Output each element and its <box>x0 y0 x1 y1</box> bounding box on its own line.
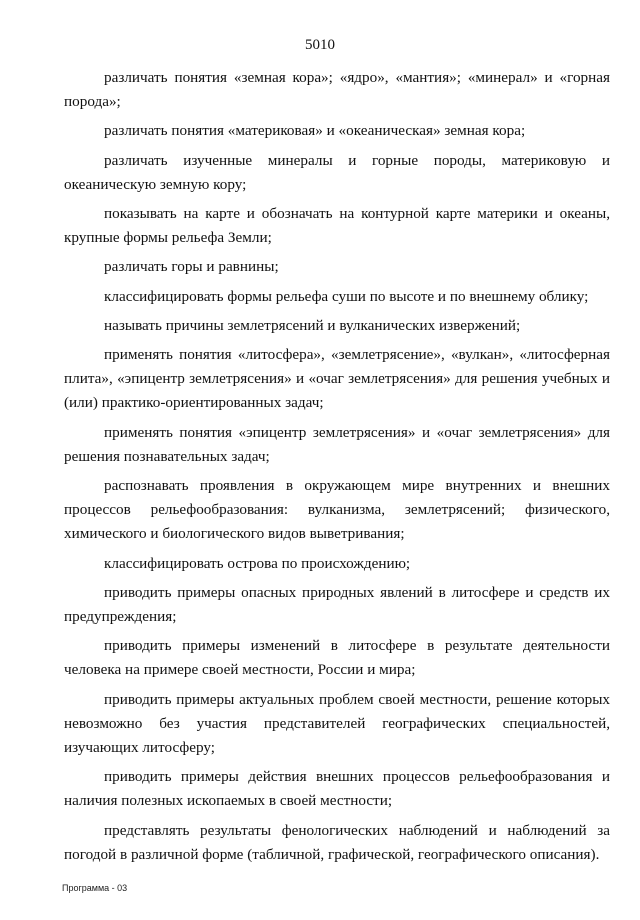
paragraph: различать понятия «земная кора»; «ядро», «мантия»; «минерал» и «горная порода»; <box>64 69 610 111</box>
paragraph: называть причины землетрясений и вулканических извержений; <box>104 316 521 334</box>
paragraph: различать горы и равнины; <box>104 258 279 276</box>
paragraph: различать изученные минералы и горные породы, материковую и океаническую земную кору; <box>64 151 610 193</box>
paragraph: приводить примеры актуальных проблем своей местности, решение которых невозможно без участия представителей географических специальностей, изучающих литосферу; <box>64 690 610 757</box>
paragraph: представлять результаты фенологических наблюдений и наблюдений за погодой в различной форме (табличной, графической, географического описания). <box>64 821 610 863</box>
footer-label: Программа - 03 <box>62 883 128 893</box>
paragraph: классифицировать острова по происхождению; <box>104 554 411 572</box>
paragraph: классифицировать формы рельефа суши по высоте и по внешнему облику; <box>104 287 589 305</box>
paragraph: приводить примеры изменений в литосфере в результате деятельности человека на примере своей местности, России и мира; <box>64 637 610 679</box>
paragraph: приводить примеры действия внешних процессов рельефообразования и наличия полезных ископаемых в своей местности; <box>64 768 610 810</box>
paragraph: приводить примеры опасных природных явлений в литосфере и средств их предупреждения; <box>64 583 610 626</box>
paragraph: распознавать проявления в окружающем мире внутренних и внешних процессов рельефообразования: вулканизма, землетрясений; физического, химического и биологического видов выветривания; <box>64 477 610 543</box>
document-body <box>64 66 610 872</box>
page-number: 5010 <box>305 37 335 53</box>
paragraph: применять понятия «литосфера», «землетрясение», «вулкан», «литосферная плита», «эпицентр землетрясения» и «очаг землетрясения» для решения учебных и (или) практико-ориентированных задач; <box>64 346 610 412</box>
paragraph: показывать на карте и обозначать на контурной карте материки и океаны, крупные формы рельефа Земли; <box>64 205 610 247</box>
paragraph: различать понятия «материковая» и «океаническая» земная кора; <box>104 122 526 140</box>
paragraph: применять понятия «эпицентр землетрясения» и «очаг землетрясения» для решения познавательных задач; <box>64 423 610 465</box>
